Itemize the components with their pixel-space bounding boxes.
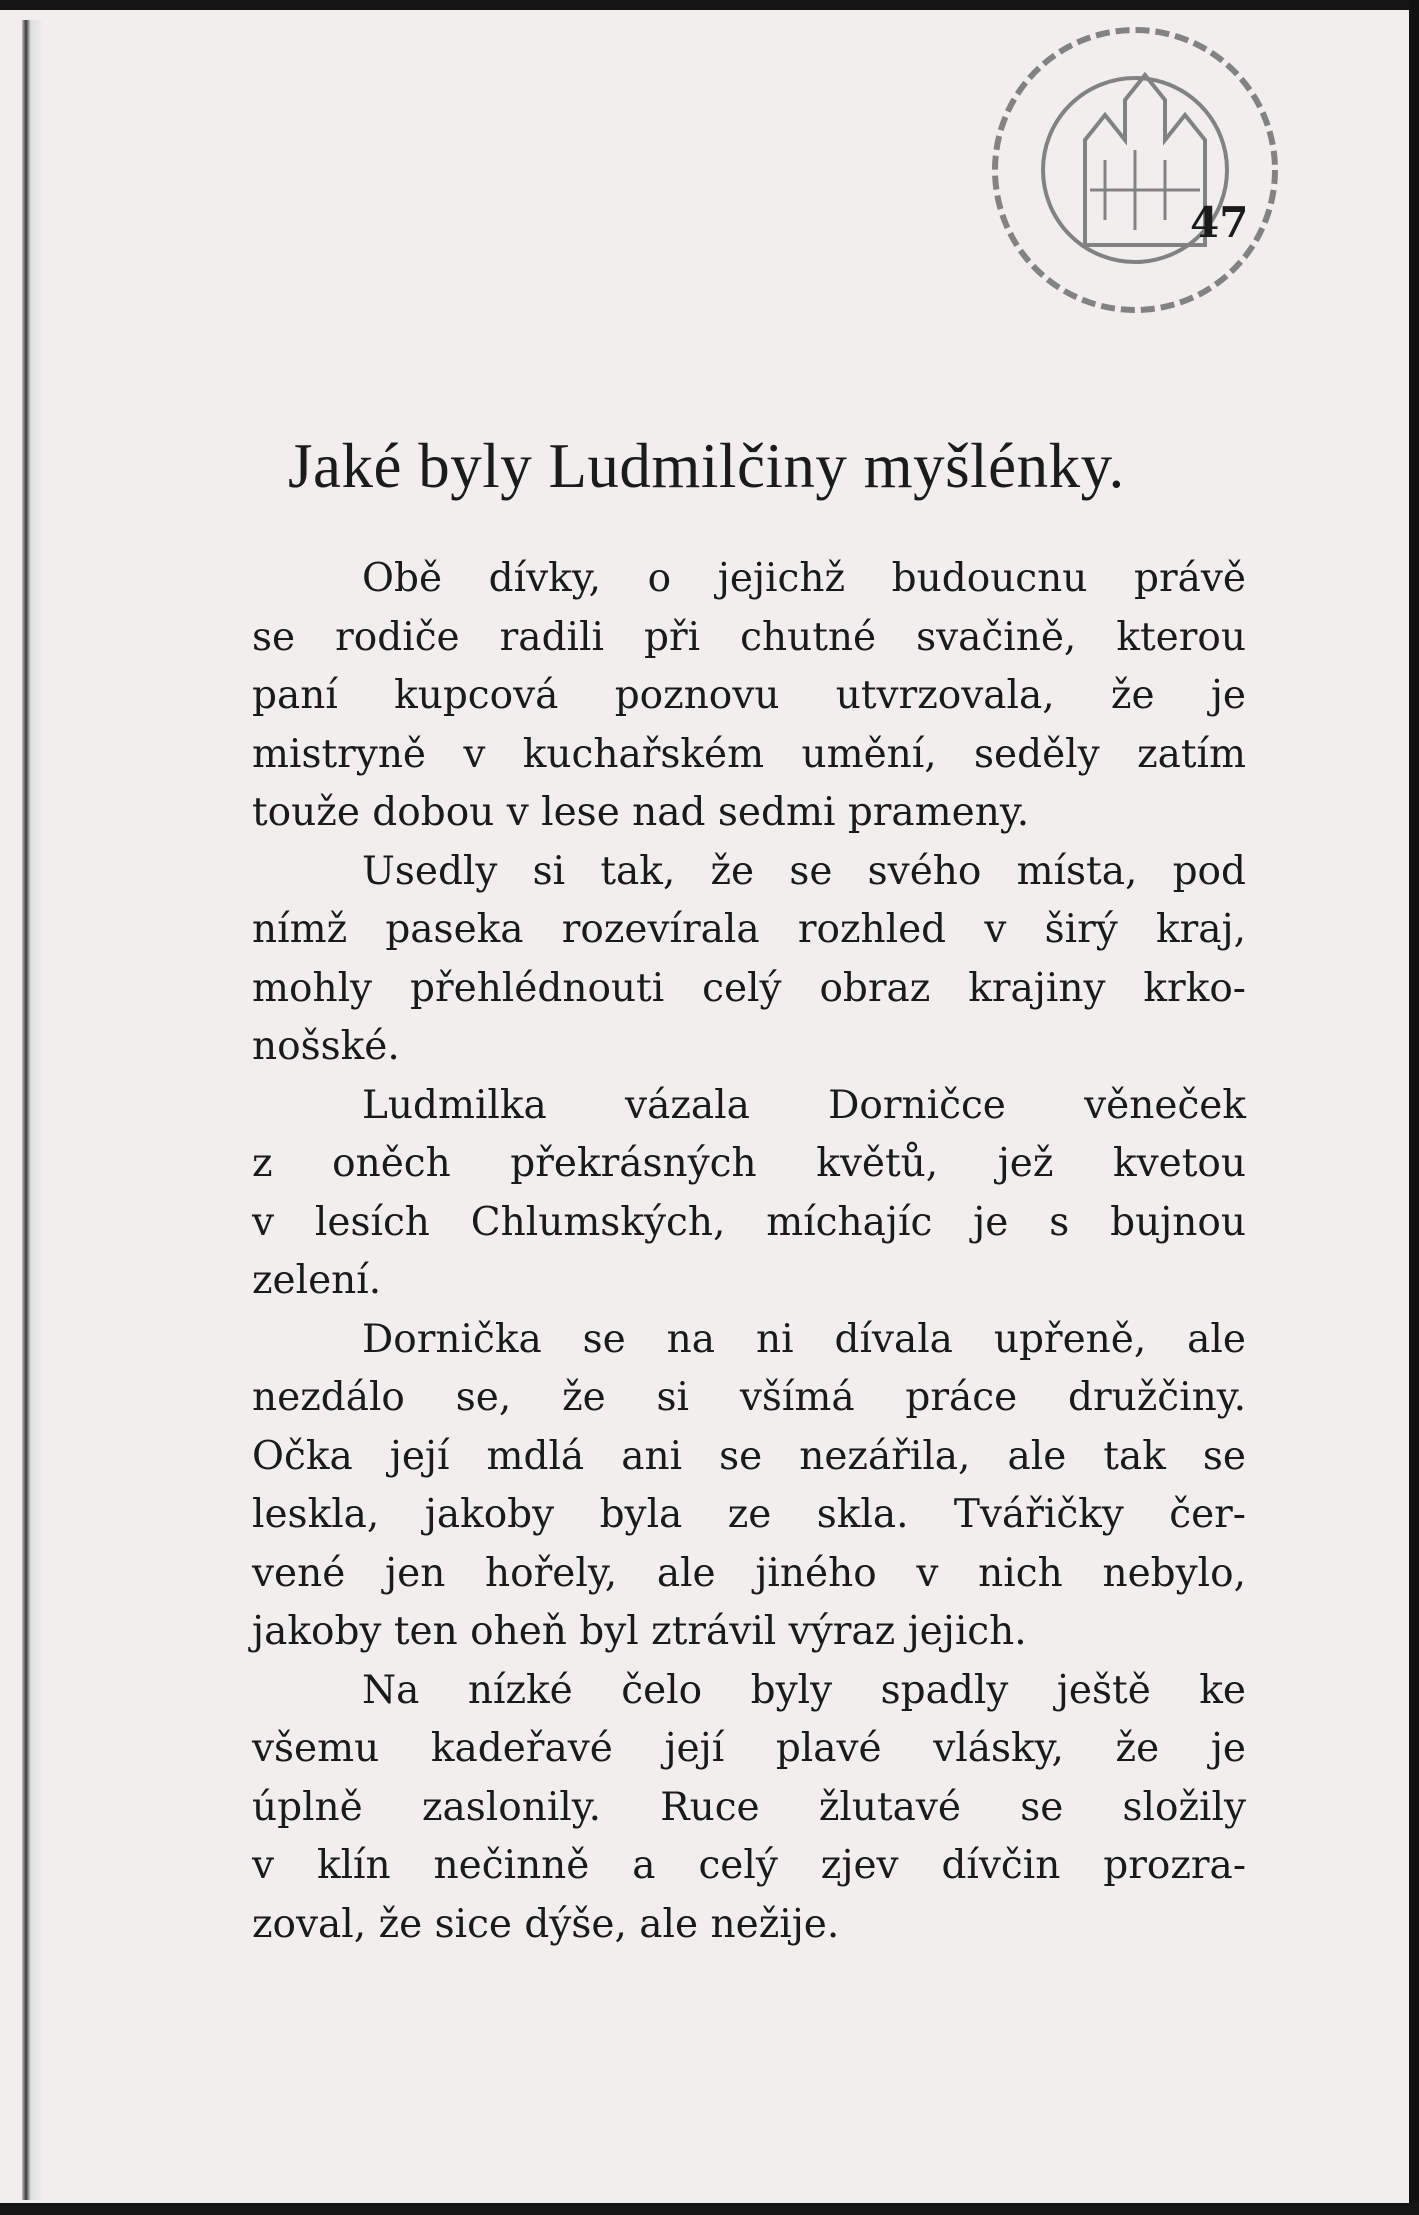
text-line: všemu kadeřavé její plavé vlásky, že je bbox=[252, 1726, 1246, 1771]
text-line: nošské. bbox=[252, 1024, 400, 1069]
text-line: v klín nečinně a celý zjev dívčin prozra- bbox=[252, 1843, 1246, 1888]
text-line: Na nízké čelo byly spadly ještě ke bbox=[362, 1667, 1246, 1713]
text-line: leskla, jakoby byla ze skla. Tvářičky čer- bbox=[252, 1492, 1246, 1537]
paragraph bbox=[252, 1311, 1246, 1662]
text-line: touže dobou v lese nad sedmi prameny. bbox=[252, 790, 1030, 835]
text-line: Usedly si tak, že se svého místa, pod bbox=[362, 848, 1246, 894]
page-edge-right bbox=[1409, 0, 1419, 2215]
text-line: Očka její mdlá ani se nezářila, ale tak se bbox=[252, 1433, 1246, 1479]
text-line: z oněch překrásných květů, jež kvetou bbox=[252, 1141, 1246, 1186]
library-stamp bbox=[955, 20, 1315, 380]
text-line: se rodiče radili při chutné svačině, kterou bbox=[252, 614, 1246, 660]
text-line: zoval, že sice dýše, ale nežije. bbox=[252, 1901, 840, 1947]
text-line: Obě dívky, o jejichž budoucnu právě bbox=[362, 556, 1246, 601]
text-line: nímž paseka rozevírala rozhled v širý kraj, bbox=[252, 907, 1246, 952]
text-line: úplně zaslonily. Ruce žlutavé se složily bbox=[252, 1784, 1246, 1830]
text-line: zelení. bbox=[252, 1258, 382, 1303]
text-line: mohly přehlédnouti celý obraz krajiny krko- bbox=[252, 965, 1246, 1011]
paragraph bbox=[252, 550, 1246, 843]
paragraph bbox=[252, 1077, 1246, 1311]
text-line: paní kupcová poznovu utvrzovala, že je bbox=[252, 673, 1246, 718]
page-edge-top bbox=[0, 0, 1419, 10]
paragraph bbox=[252, 843, 1246, 1077]
text-line: nezdálo se, že si všímá práce družčiny. bbox=[252, 1375, 1246, 1420]
text-line: Ludmilka vázala Dorničce věneček bbox=[362, 1082, 1246, 1128]
page-number: 47 bbox=[1190, 198, 1249, 247]
paragraph bbox=[252, 1662, 1246, 1955]
text-line: jakoby ten oheň byl ztrávil výraz jejich. bbox=[252, 1609, 1027, 1654]
chapter-title: Jaké byly Ludmilčiny myšlénky. bbox=[288, 431, 1125, 501]
body-text bbox=[252, 550, 1246, 1954]
text-line: v lesích Chlumských, míchajíc je s bujnou bbox=[252, 1199, 1246, 1245]
text-line: Dornička se na ni dívala upřeně, ale bbox=[362, 1316, 1246, 1362]
page-edge-bottom bbox=[0, 2203, 1419, 2215]
page-binding-edge bbox=[22, 20, 44, 2200]
text-line: mistryně v kuchařském umění, seděly zatím bbox=[252, 731, 1246, 777]
text-line: vené jen hořely, ale jiného v nich nebylo, bbox=[252, 1550, 1246, 1596]
